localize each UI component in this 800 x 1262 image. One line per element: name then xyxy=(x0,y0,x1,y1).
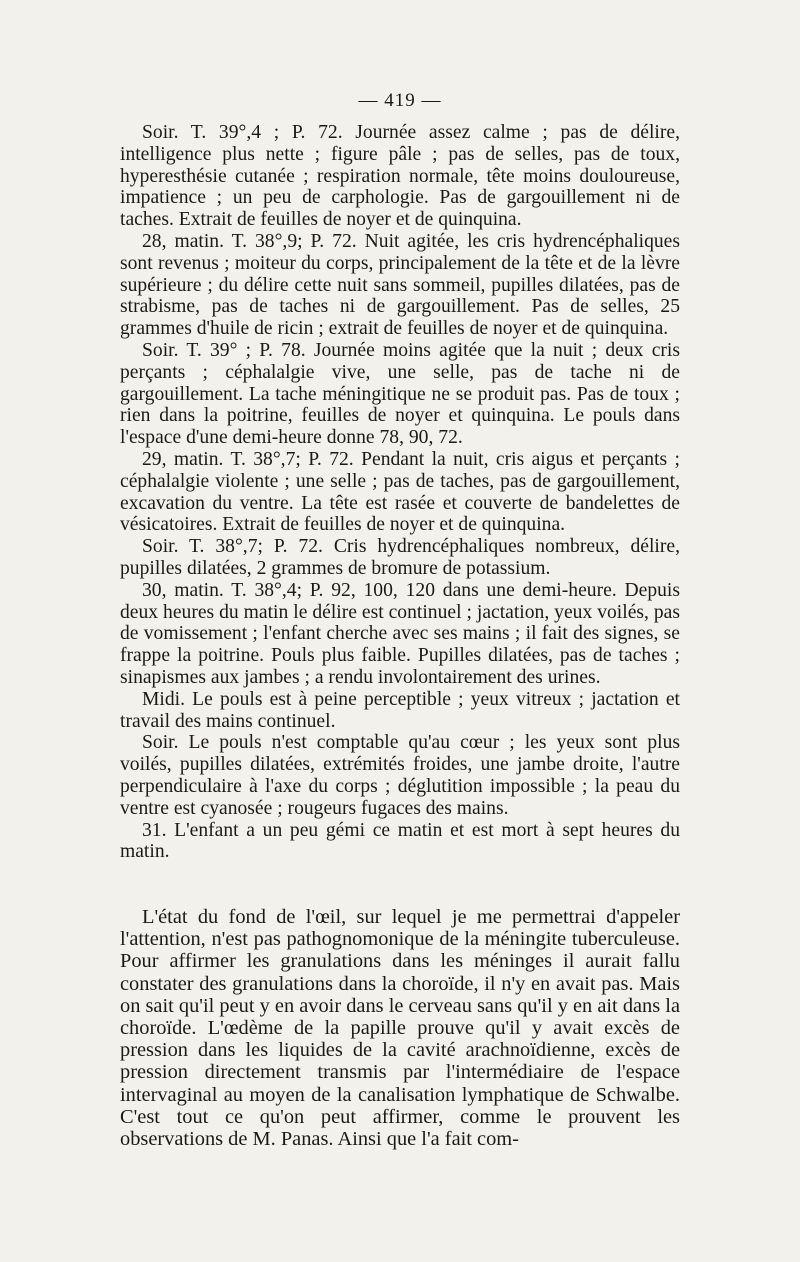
note-paragraph: Midi. Le pouls est à peine perceptible ; yeux vitreux ; jactation et travail des mains continuel. xyxy=(120,688,680,732)
note-paragraph: 28, matin. T. 38°,9; P. 72. Nuit agitée, les cris hydrencéphaliques sont revenus ; moiteur du corps, principalement de la tête et de la lèvre supérieure ; du délire cette nuit sans sommeil, pupilles dilatées, pas de strabisme, pas de taches ni de gargouillement. Pas de selles, 25 grammes d'huile de ricin ; extrait de feuilles de noyer et de quinquina. xyxy=(120,230,680,340)
note-paragraph: Soir. T. 39° ; P. 78. Journée moins agitée que la nuit ; deux cris perçants ; céphalalgie vive, une selle, pas de tache ni de gargouillement. La tache méningitique ne se produit pas. Pas de toux ; rien dans la poitrine, feuilles de noyer et quinquina. Le pouls dans l'espace d'une demi-heure donne 78, 90, 72. xyxy=(120,339,680,449)
note-paragraph: Soir. T. 38°,7; P. 72. Cris hydrencéphaliques nombreux, délire, pupilles dilatées, 2 grammes de bromure de potassium. xyxy=(120,536,680,579)
note-paragraph: Soir. Le pouls n'est comptable qu'au cœur ; les yeux sont plus voilés, pupilles dilatées, extrémités froides, une jambe droite, l'autre perpendiculaire à l'axe du corps ; déglutition impossible ; la peau du ventre est cyanosée ; rougeurs fugaces des mains. xyxy=(120,732,680,819)
discussion-paragraph: L'état du fond de l'œil, sur lequel je me permettrai d'appeler l'attention, n'est pas pathognomonique de la méningite tuberculeuse. Pour affirmer les granulations dans les méninges il aurait fallu constater des granulations dans la choroïde, il n'y en avait pas. Mais on sait qu'il peut y en avoir dans le cerveau sans qu'il y en ait dans la choroïde. L'œdème de la papille prouve qu'il y avait excès de pression dans les liquides de la cavité arachnoïdienne, excès de pression directement transmis par l'intermédiaire de l'espace intervaginal au moyen de la canalisation lymphatique de Schwalbe. C'est tout ce qu'on peut affirmer, comme le prouvent les observations de M. Panas. Ainsi que l'a fait com- xyxy=(120,906,681,1151)
note-paragraph: Soir. T. 39°,4 ; P. 72. Journée assez calme ; pas de délire, intelligence plus nette ; figure pâle ; pas de selles, pas de toux, hyperesthésie cutanée ; respiration normale, tête moins douloureuse, impatience ; un peu de carphologie. Pas de gargouillement ni de taches. Extrait de feuilles de noyer et de quinquina. xyxy=(120,122,680,231)
clinical-notes xyxy=(120,122,680,863)
page-number: — 419 — xyxy=(358,90,442,111)
note-paragraph: 30, matin. T. 38°,4; P. 92, 100, 120 dans une demi-heure. Depuis deux heures du matin le délire est continuel ; jactation, yeux voilés, pas de vomissement ; l'enfant cherche avec ses mains ; il fait des signes, se frappe la poitrine. Pouls plus faible. Pupilles dilatées, pas de taches ; sinapismes aux jambes ; a rendu involontairement des urines. xyxy=(120,579,680,688)
note-paragraph: 31. L'enfant a un peu gémi ce matin et est mort à sept heures du matin. xyxy=(120,819,680,863)
note-paragraph: 29, matin. T. 38°,7; P. 72. Pendant la nuit, cris aigus et perçants ; céphalalgie violente ; une selle ; pas de taches, pas de gargouillement, excavation du ventre. La tête est rasée et couverte de bandelettes de vésicatoires. Extrait de feuilles de noyer et de quinquina. xyxy=(120,448,680,536)
discussion-section xyxy=(120,906,680,1150)
